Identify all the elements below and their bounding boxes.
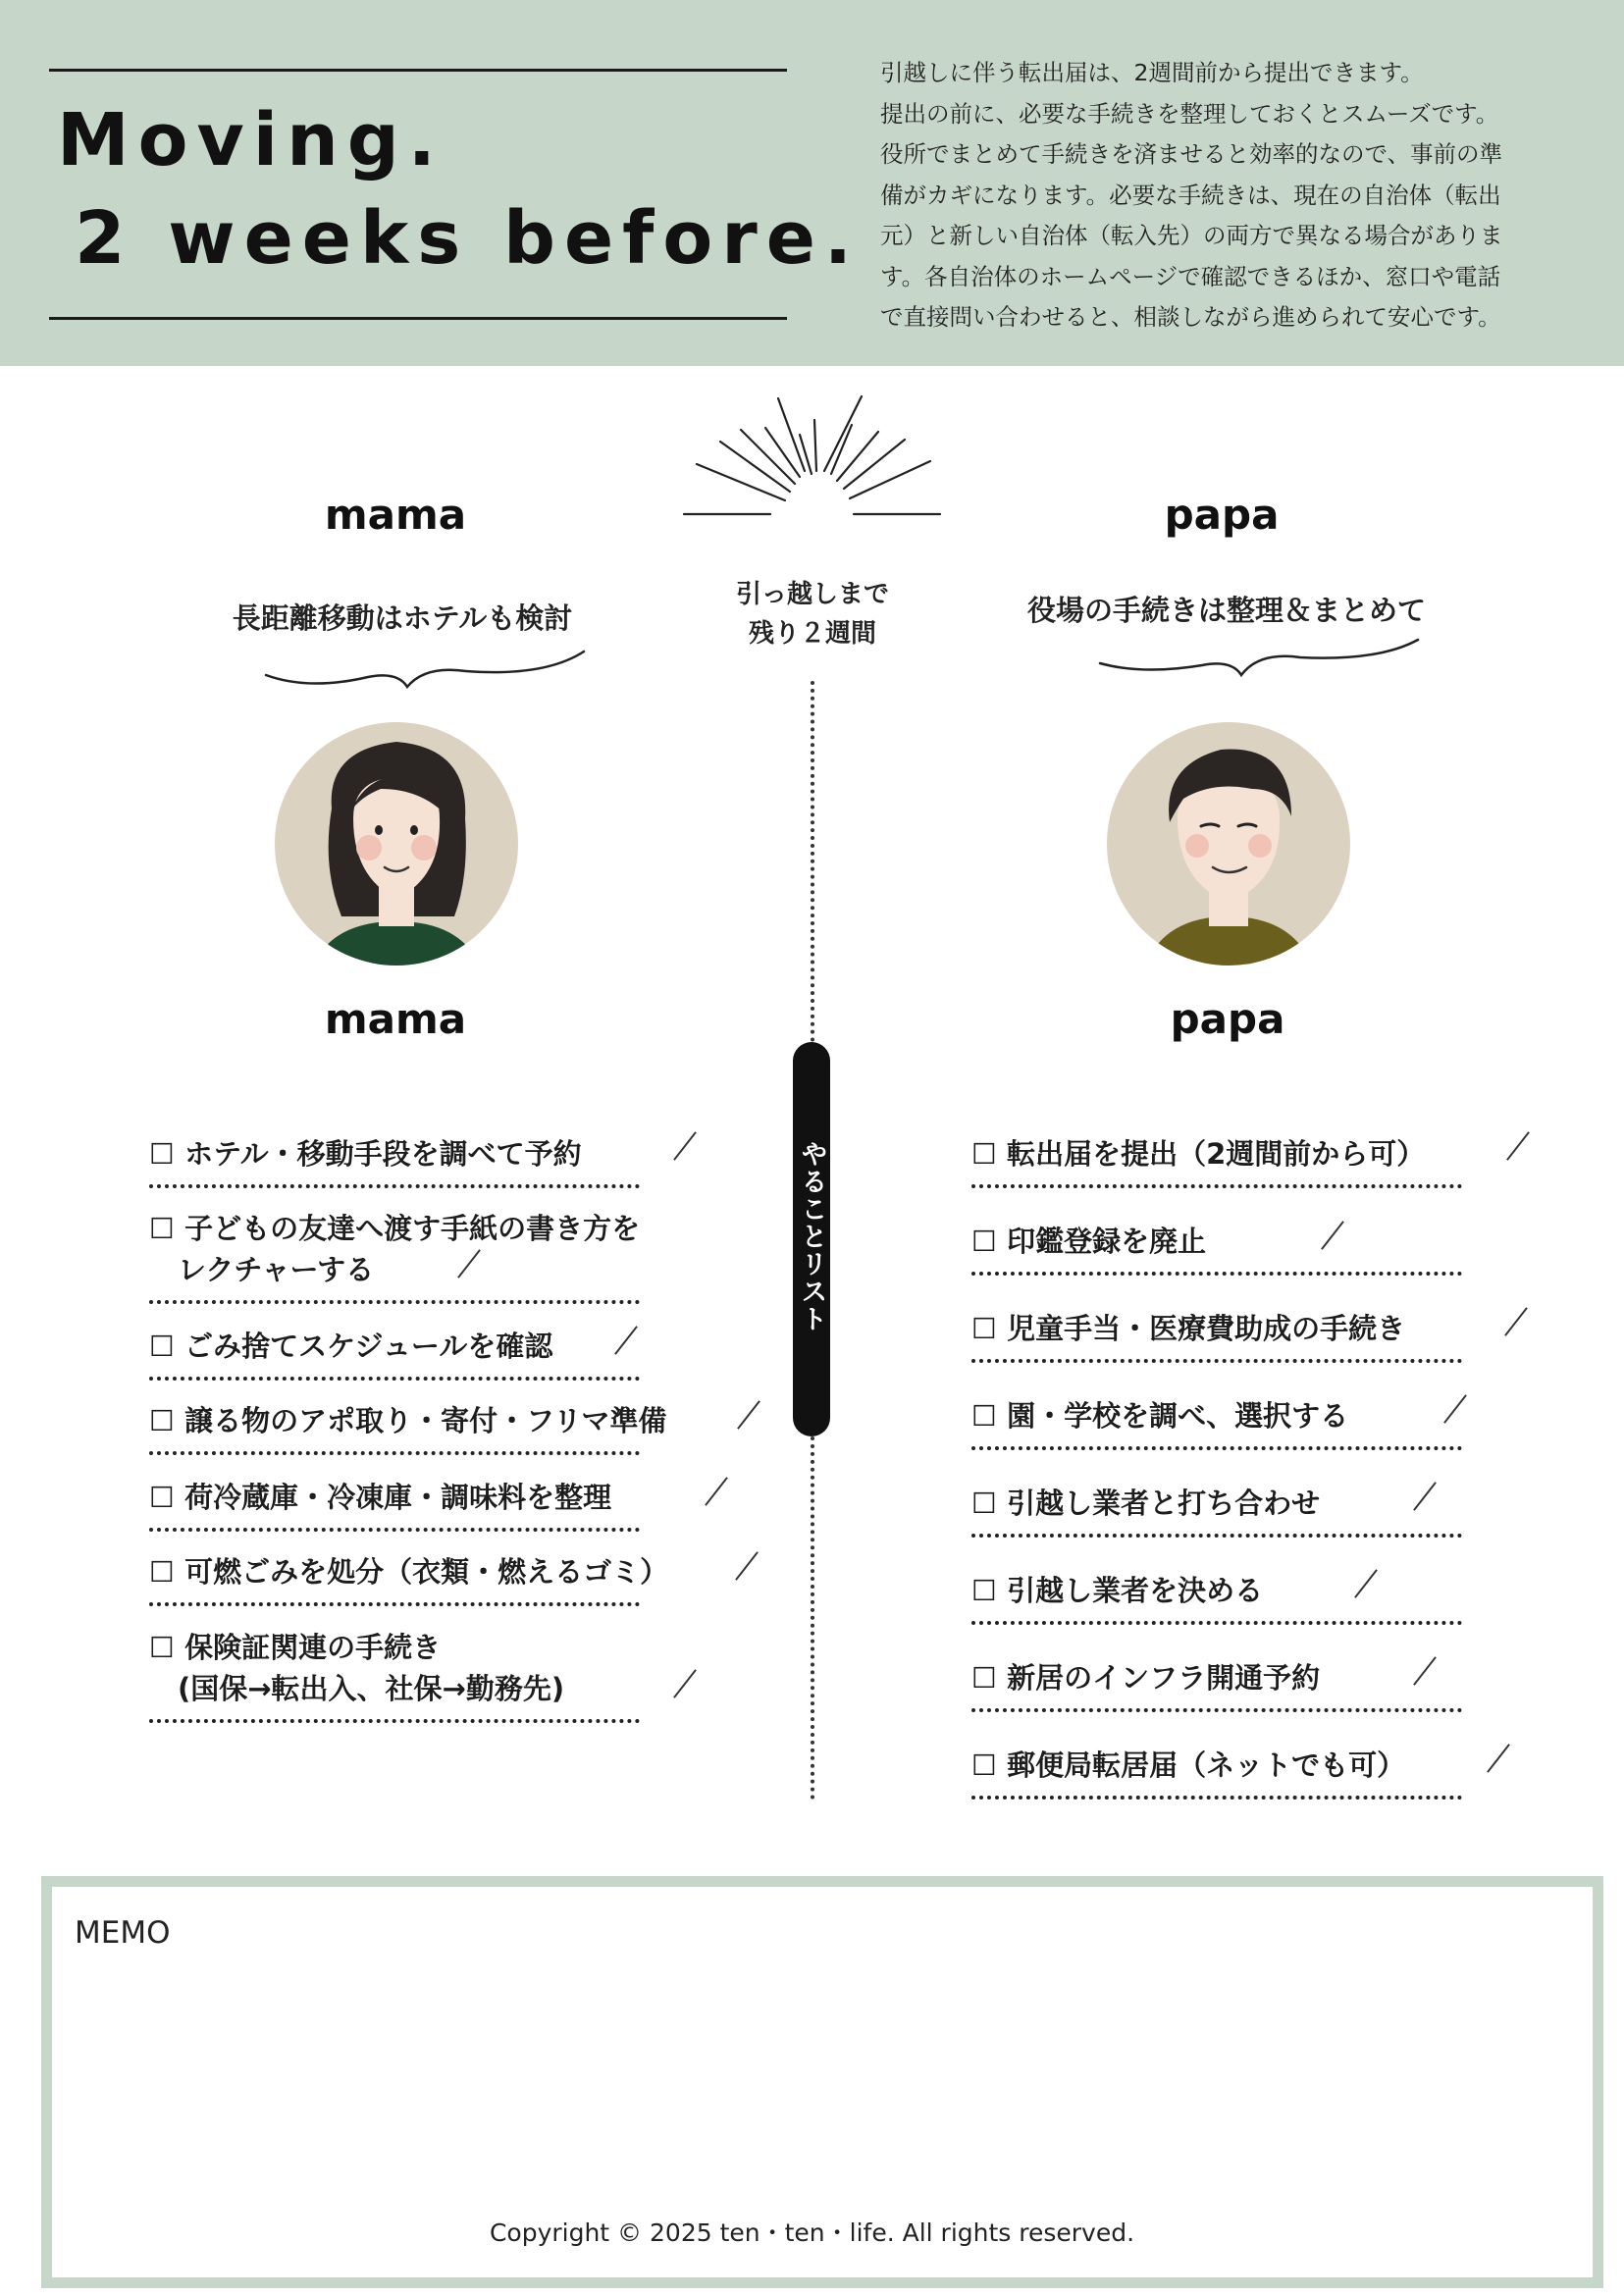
check-slash-icon: [1506, 1131, 1530, 1161]
mama-name-bottom: mama: [324, 995, 467, 1043]
center-dotted-line-bottom: [811, 1436, 814, 1800]
list-item[interactable]: [971, 1185, 1462, 1276]
papa-name-top: papa: [1164, 491, 1280, 539]
countdown-label: [687, 575, 938, 653]
check-slash-icon: [735, 1551, 759, 1581]
papa-quote: 役場の手続きは整理＆まとめて: [1026, 594, 1426, 627]
check-slash-icon: [705, 1477, 728, 1506]
list-item-text: ☐ 荷冷蔵庫・冷凍庫・調味料を整理: [149, 1481, 612, 1514]
papa-avatar: [1105, 720, 1352, 967]
title-line-2: 2 weeks before.: [75, 196, 861, 281]
title-line-1: Moving.: [57, 98, 445, 183]
memo-label: MEMO: [75, 1915, 171, 1951]
check-slash-icon: [673, 1131, 697, 1161]
list-item-text: ☐ 保険証関連の手続き (国保→転出入、社保→勤務先): [149, 1631, 565, 1705]
mama-name-top: mama: [324, 491, 467, 539]
title-rule-bottom: [49, 317, 787, 320]
check-slash-icon: [1487, 1744, 1510, 1773]
center-dotted-line-top: [811, 681, 814, 1042]
list-item-text: ☐ 郵便局転居届（ネットでも可）: [971, 1748, 1406, 1782]
list-item[interactable]: [971, 1622, 1462, 1712]
list-item-text: ☐ 可燃ごみを処分（衣類・燃えるゴミ）: [149, 1555, 669, 1589]
papa-quote-underline: [1094, 636, 1428, 685]
mama-quote: 長距離移動はホテルも検討: [232, 601, 573, 635]
list-item[interactable]: [149, 1185, 640, 1304]
list-item-text: ☐ 児童手当・医療費助成の手続き: [971, 1312, 1406, 1345]
copyright: Copyright © 2025 ten・ten・life. All rights reserved.: [489, 2218, 1135, 2247]
countdown-line-1: 引っ越しまで: [735, 580, 889, 609]
title-rule-top: [49, 69, 787, 72]
list-item[interactable]: [971, 1535, 1462, 1625]
list-item-text: ☐ 譲る物のアポ取り・寄付・フリマ準備: [149, 1404, 667, 1437]
mama-quote-underline: [260, 648, 594, 697]
list-item-text: ☐ ホテル・移動手段を調べて予約: [149, 1137, 582, 1171]
list-item[interactable]: [149, 1452, 640, 1532]
mama-avatar: [273, 720, 520, 967]
list-item[interactable]: [149, 1301, 640, 1381]
list-item-text: ☐ 子どもの友達へ渡す手紙の書き方を レクチャーする: [149, 1212, 641, 1286]
list-item-text: ☐ 引越し業者を決める: [971, 1574, 1264, 1607]
countdown-line-2: 残り２週間: [748, 619, 876, 649]
list-item[interactable]: [149, 1119, 640, 1188]
header-banner: [0, 0, 1624, 366]
list-item[interactable]: [149, 1378, 667, 1455]
list-item[interactable]: [149, 1603, 640, 1723]
sunburst-icon: [677, 391, 952, 523]
list-item-text: ☐ 新居のインフラ開通予約: [971, 1661, 1321, 1695]
list-item[interactable]: [971, 1119, 1462, 1188]
list-item-text: ☐ 引越し業者と打ち合わせ: [971, 1487, 1321, 1520]
check-slash-icon: [737, 1400, 760, 1430]
check-slash-icon: [1504, 1307, 1528, 1336]
intro-paragraph: 引越しに伴う転出届は、2週間前から提出できます。 提出の前に、必要な手続きを整理しておくとスムーズです。 役所でまとめて手続きを済ませると効率的なので、事前の準 備がカギになります。必要な手続きは、現在の自治体（転出 元）と新しい自治体（転入先）の両方で異なる場合がありま す。各自治体のホームページで確認できるほか、窓口や電話 で直接問い合わせると、相談しながら進められて安心です。: [880, 59, 1503, 331]
todo-list-label: やることリスト: [796, 1140, 827, 1332]
list-item-text: ☐ 転出届を提出（2週間前から可）: [971, 1137, 1426, 1171]
list-item-text: ☐ 印鑑登録を廃止: [971, 1225, 1207, 1258]
papa-name-bottom: papa: [1170, 995, 1285, 1043]
list-item[interactable]: [149, 1529, 669, 1606]
list-item-text: ☐ 園・学校を調べ、選択する: [971, 1399, 1349, 1433]
check-slash-icon: [673, 1669, 697, 1698]
list-item[interactable]: [971, 1360, 1462, 1450]
list-item[interactable]: [971, 1709, 1462, 1800]
todo-list-pill: [793, 1042, 830, 1436]
list-item[interactable]: [971, 1273, 1462, 1363]
list-item-text: ☐ ごみ捨てスケジュールを確認: [149, 1330, 553, 1363]
list-item[interactable]: [971, 1447, 1462, 1538]
